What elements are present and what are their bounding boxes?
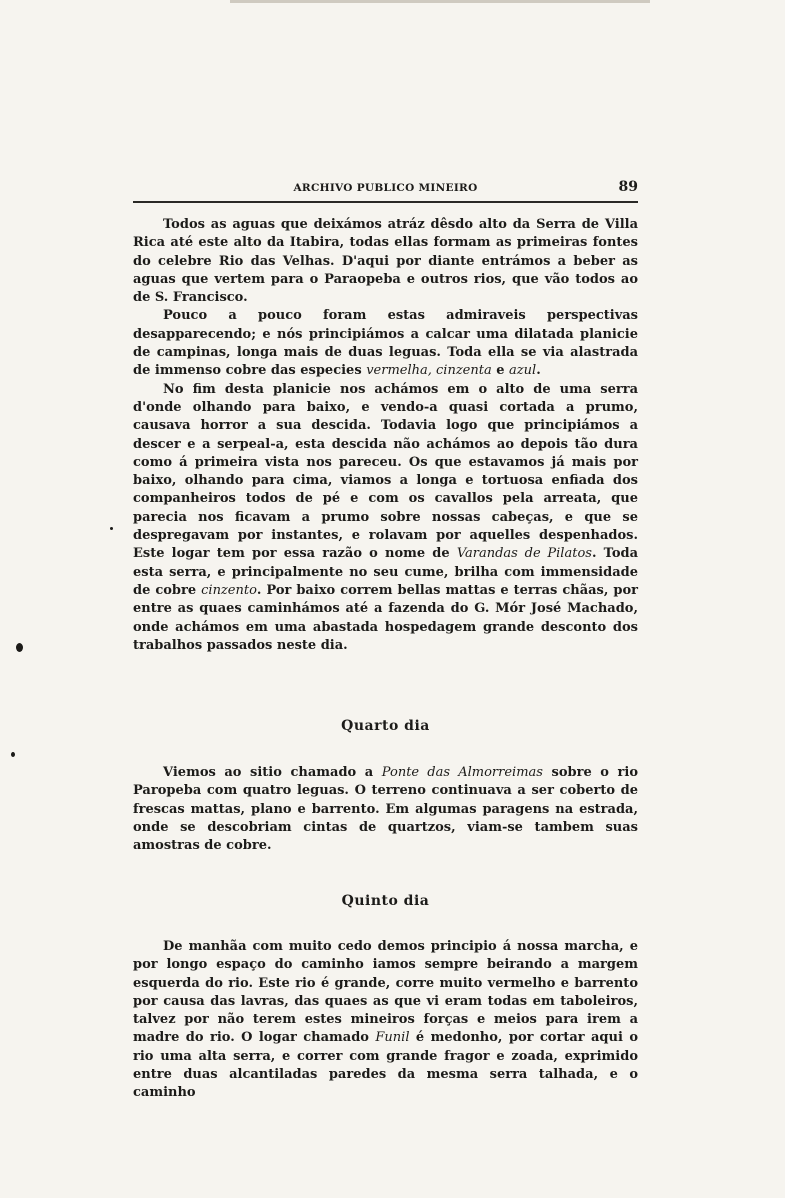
page-number: 89 [618, 179, 638, 195]
page-header [133, 178, 638, 200]
ink-speck [16, 643, 23, 652]
paragraph [133, 938, 638, 1103]
italic-text: Ponte das Almorreimas [381, 765, 543, 780]
section-title-quarto-dia: Quarto dia [341, 718, 430, 734]
paragraph-text: e [491, 363, 510, 379]
italic-text: Funil [375, 1030, 410, 1046]
paragraph-text: sobre o rio Paropeba com quatro leguas. O terreno continuava a ser coberto de frescas mattas, plano e barrento. Em algumas paragens na estrada, onde se descobriam cintas de quartzos, viam-se tambem suas amostras de cobre. [133, 765, 638, 854]
paragraph [133, 764, 638, 855]
ink-speck [110, 527, 113, 530]
ink-speck [11, 752, 15, 757]
paragraph [133, 381, 638, 655]
italic-text: Varandas de Pilatos [456, 546, 592, 562]
italic-text: azul [509, 363, 537, 379]
paragraph-text: . [536, 363, 541, 379]
paragraph-text: é medonho, por cortar aqui o rio uma alta serra, e correr com grande fragor e zoada, exprimido entre duas alcantiladas paredes da mesma serra talhada, e o caminho [133, 1030, 638, 1101]
body-text-block-1 [133, 216, 638, 655]
top-edge-rule [230, 0, 650, 3]
running-head: ARCHIVO PUBLICO MINEIRO [293, 182, 478, 194]
paragraph-text: Pouco a pouco foram estas admiraveis perspectivas desapparecendo; e nós principiámos a calcar uma dilatada planicie de campinas, longa mais de duas leguas. Toda ella se via alastrada de immenso cobre das especies [133, 308, 638, 379]
paragraph-text: De manhãa com muito cedo demos principio á nossa marcha, e por longo espaço do caminho iamos sempre beirando a margem esquerda do rio. Este rio é grande, corre muito vermelho e barrento por causa das lavras, das quaes as que vi eram todas em taboleiros, talvez por não terem estes mineiros forças e meios para irem a madre do rio. O logar chamado [133, 939, 638, 1046]
paragraph [133, 307, 638, 380]
section-title-quinto-dia: Quinto dia [341, 893, 430, 909]
paragraph-text: Viemos ao sitio chamado a [163, 765, 382, 780]
paragraph-text: Todos as aguas que deixámos atráz dêsdo alto da Serra de Villa Rica até este alto da Itabira, todas ellas formam as primeiras fontes do celebre Rio das Velhas. D'aqui por diante entrámos a beber as aguas que vertem para o Paraopeba e outros rios, que vão todos ao de S. Francisco. [133, 217, 638, 306]
header-rule [133, 201, 638, 203]
body-text-block-3 [133, 938, 638, 1103]
paragraph-text: . Toda esta serra, e principalmente no seu cume, brilha com immensidade de cobre [133, 546, 639, 598]
italic-text: cinzento [201, 582, 257, 598]
italic-text: vermelha, cinzenta [366, 363, 492, 379]
paragraph-text: . Por baixo correm bellas mattas e terras chãas, por entre as quaes caminhámos até a fazenda do G. Mór José Machado, onde achámos em uma abastada hospedagem grande desconto dos trabalhos passados neste dia. [133, 582, 638, 653]
paragraph-text: No fim desta planicie nos achámos em o alto de uma serra d'onde olhando para baixo, e vendo-a quasi cortada a prumo, causava horror a sua descida. Todavia logo que principiámos a descer e a serpeal-a, esta descida não achámos ao depois tão dura como á primeira vista nos pareceu. Os que estavamos já mais por baixo, olhando para cima, viamos a longa e tortuosa enfiada dos companheiros todos de pé e com os cavallos pela arreata, que parecia nos ficavam a prumo sobre nossas cabeças, e que se despregavam por instantes, e rolavam por aquelles despenhados. Este logar tem por essa razão o nome de [133, 381, 638, 562]
body-text-block-2 [133, 764, 638, 855]
paragraph [133, 216, 638, 307]
